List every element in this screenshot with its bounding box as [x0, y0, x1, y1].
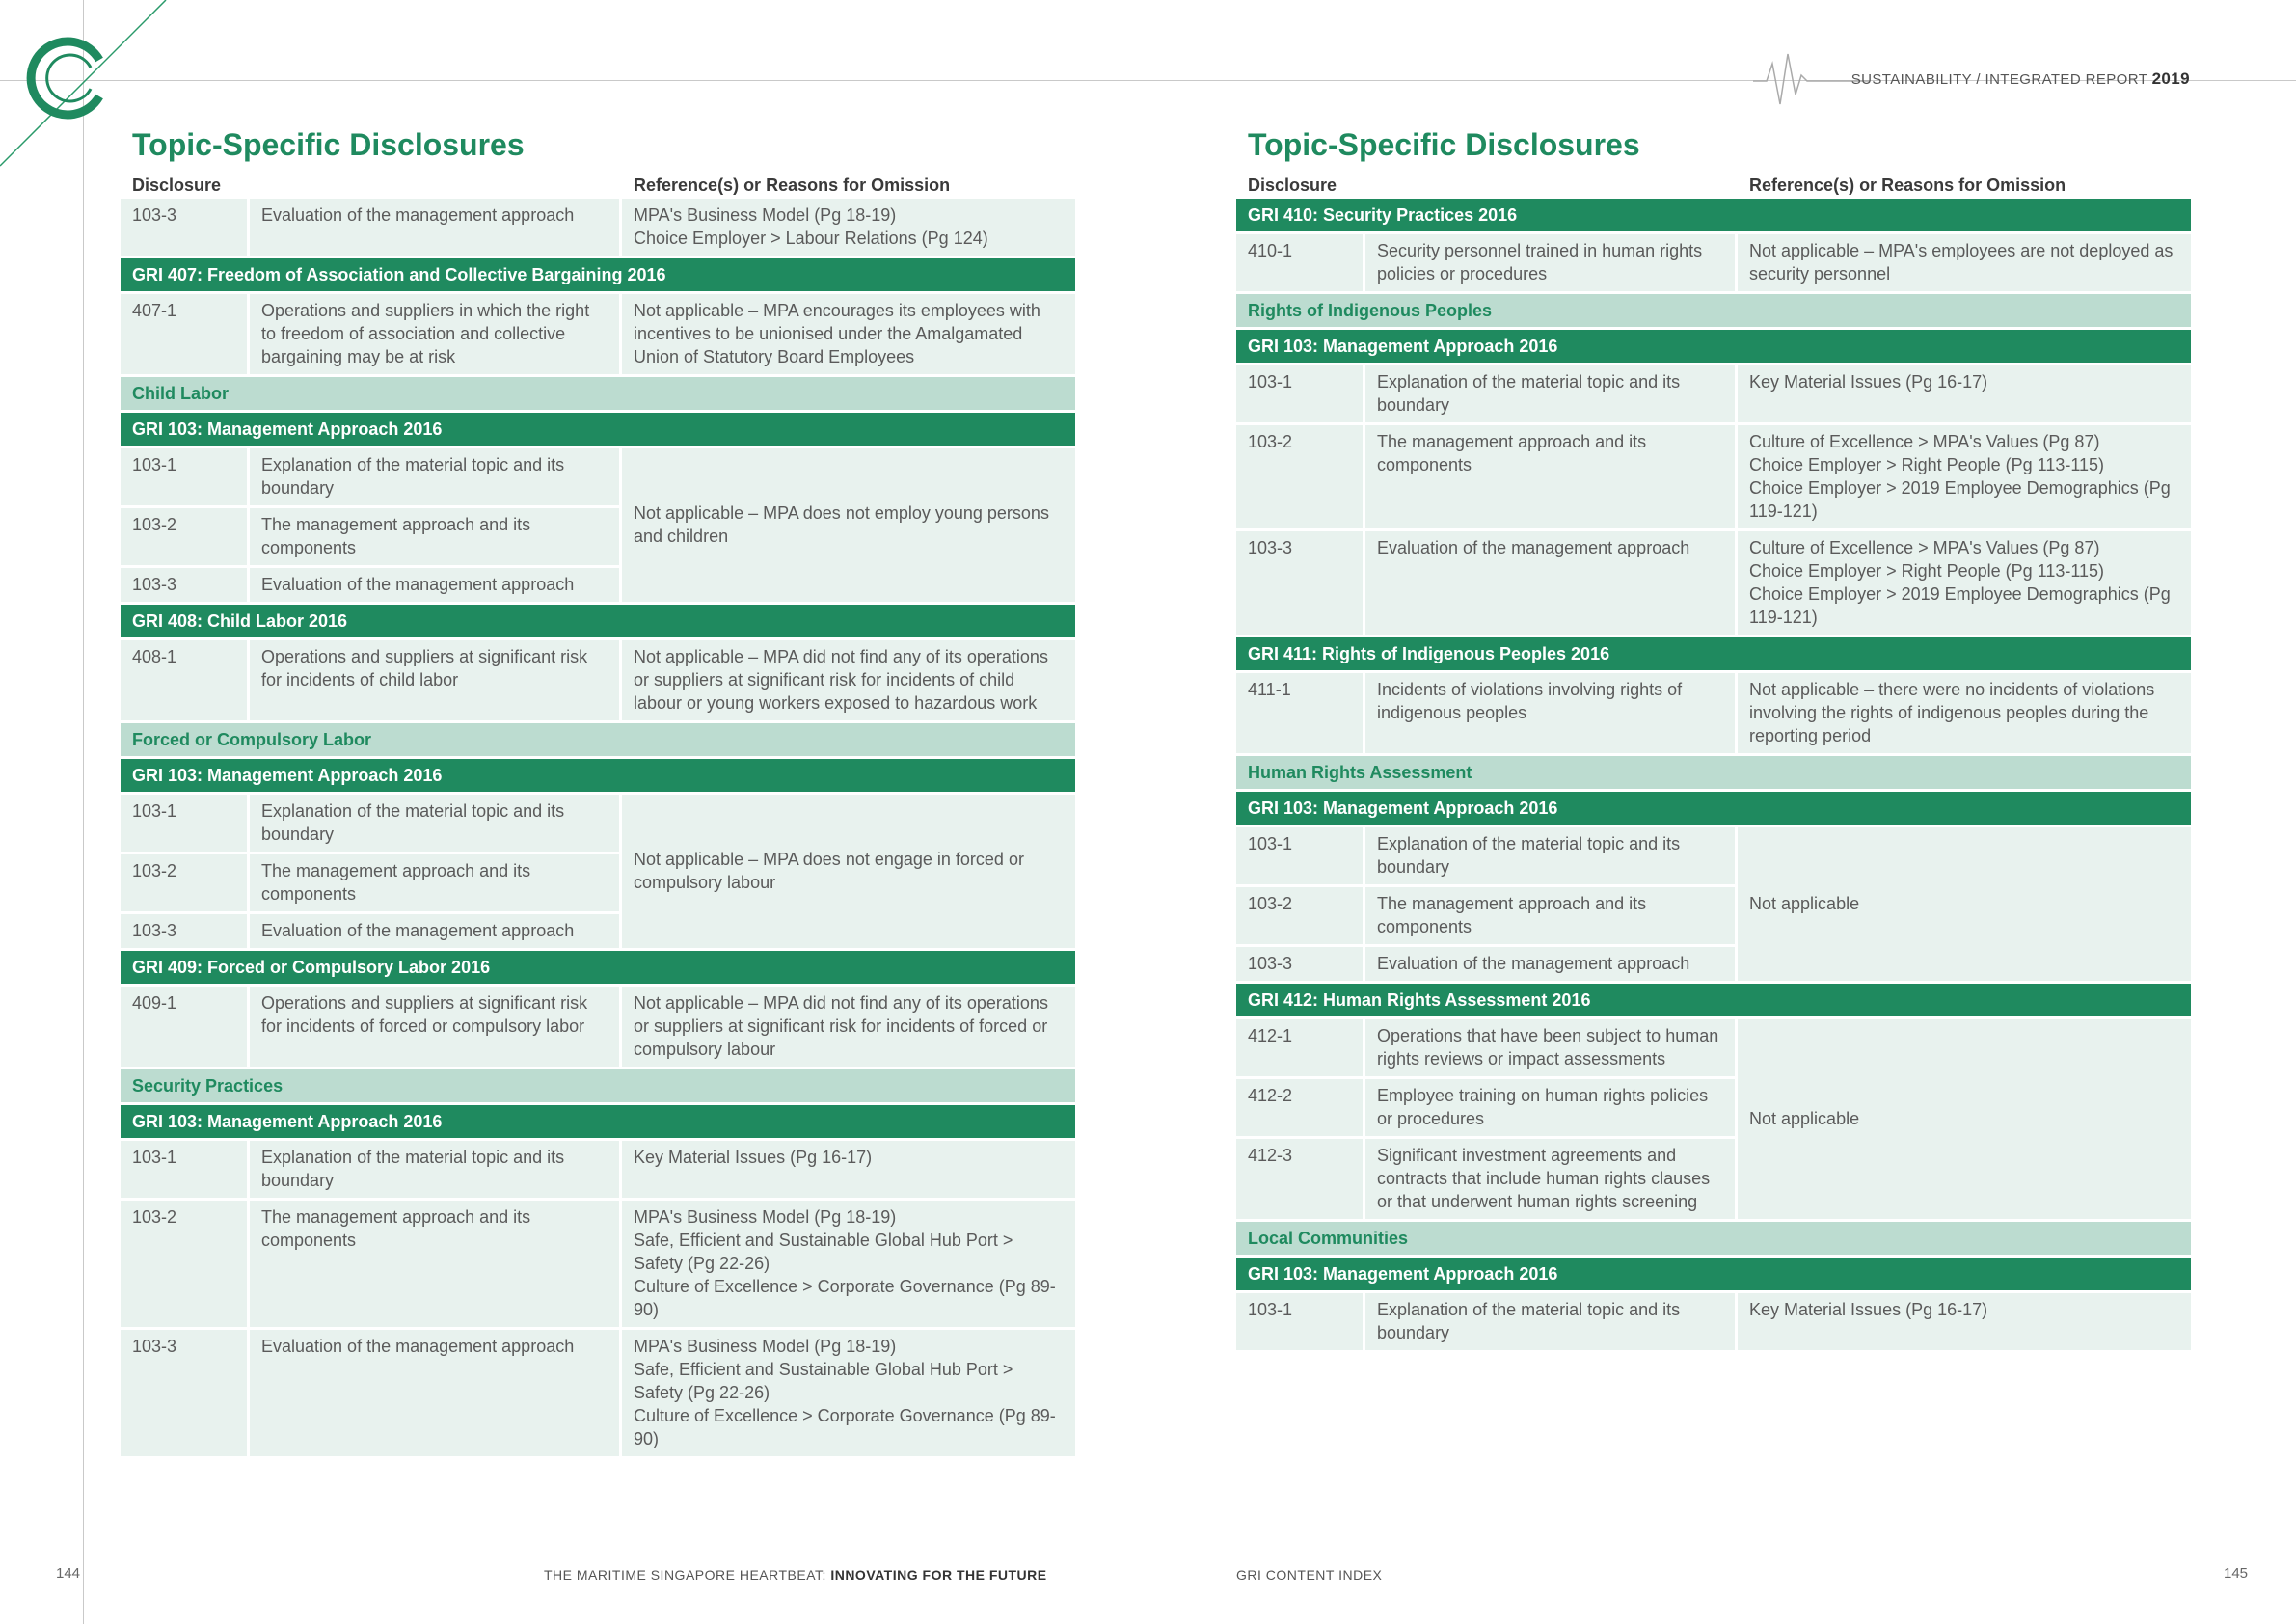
table-header-row	[1236, 173, 2191, 196]
disclosure-description: Explanation of the material topic and its boundary	[250, 1141, 622, 1198]
disclosure-code: 103-3	[121, 568, 250, 602]
disclosure-code: 103-2	[1236, 425, 1365, 528]
disclosure-description: Evaluation of the management approach	[250, 1330, 622, 1456]
disclosure-description: Evaluation of the management approach	[1365, 947, 1738, 981]
reference-line: Choice Employer > Labour Relations (Pg 124)	[634, 229, 988, 248]
disclosure-description: Operations and suppliers at significant risk for incidents of forced or compulsory labor	[250, 987, 622, 1067]
gri-standard-header	[121, 759, 1075, 792]
reference-line: Choice Employer > 2019 Employee Demographics (Pg 119-121)	[1749, 584, 2171, 627]
left-footer-text: THE MARITIME SINGAPORE HEARTBEAT: INNOVATING FOR THE FUTURE	[544, 1567, 1047, 1583]
disclosure-code: 103-1	[1236, 827, 1365, 884]
disclosure-code: 103-1	[1236, 1293, 1365, 1350]
gri-standard-title: GRI 103: Management Approach 2016	[121, 1105, 1075, 1138]
disclosure-header: Disclosure	[132, 176, 222, 195]
left-page	[121, 126, 1075, 1459]
disclosure-description: Incidents of violations involving rights of indigenous peoples	[1365, 673, 1738, 753]
gri-standard-title: GRI 103: Management Approach 2016	[121, 759, 1075, 792]
disclosure-description: The management approach and its components	[250, 1201, 622, 1327]
disclosure-description: Employee training on human rights policies or procedures	[1365, 1079, 1738, 1136]
topic-title: Local Communities	[1236, 1222, 2191, 1255]
gri-standard-title: GRI 407: Freedom of Association and Collective Bargaining 2016	[121, 258, 1075, 291]
reference-cell: Key Material Issues (Pg 16-17)	[1738, 365, 2191, 422]
table-row	[121, 1141, 1075, 1198]
disclosure-code: 411-1	[1236, 673, 1365, 753]
reference-cell	[1738, 531, 2191, 635]
reference-line: Choice Employer > Right People (Pg 113-115)	[1749, 455, 2105, 474]
gri-standard-title: GRI 103: Management Approach 2016	[1236, 1258, 2191, 1290]
table-row	[121, 199, 1075, 256]
disclosure-description: Evaluation of the management approach	[250, 199, 622, 256]
page-title: Topic-Specific Disclosures	[1248, 127, 1640, 162]
disclosure-description: Explanation of the material topic and its boundary	[1365, 1293, 1738, 1350]
disclosure-header: Disclosure	[1248, 176, 1337, 195]
disclosure-code: 103-2	[121, 854, 250, 911]
reference-cell: Not applicable – MPA does not engage in forced or compulsory labour	[622, 795, 1075, 948]
right-footer-text: GRI CONTENT INDEX	[1236, 1567, 1383, 1583]
disclosure-code: 103-1	[121, 795, 250, 852]
disclosure-description: Evaluation of the management approach	[250, 568, 622, 602]
table-row	[121, 294, 1075, 374]
disclosure-code: 103-1	[121, 1141, 250, 1198]
disclosure-description: Operations and suppliers in which the right to freedom of association and collective bargaining may be at risk	[250, 294, 622, 374]
disclosure-code: 103-1	[121, 448, 250, 505]
gri-standard-header	[121, 413, 1075, 446]
reference-cell: Not applicable – MPA encourages its employees with incentives to be unionised under the Amalgamated Union of Statutory Board Employees	[622, 294, 1075, 374]
reference-cell: Key Material Issues (Pg 16-17)	[1738, 1293, 2191, 1350]
table-row	[1236, 1293, 2191, 1350]
reference-cell: Not applicable – MPA did not find any of its operations or suppliers at significant risk for incidents of forced or compulsory labour	[622, 987, 1075, 1067]
gri-standard-header	[121, 951, 1075, 984]
reference-cell: Not applicable – MPA does not employ young persons and children	[622, 448, 1075, 602]
reference-cell: Not applicable – MPA's employees are not deployed as security personnel	[1738, 234, 2191, 291]
gri-standard-header	[1236, 637, 2191, 670]
topic-title: Forced or Compulsory Labor	[121, 723, 1075, 756]
topic-row	[1236, 294, 2191, 327]
gri-standard-title: GRI 410: Security Practices 2016	[1236, 199, 2191, 231]
topic-title: Rights of Indigenous Peoples	[1236, 294, 2191, 327]
disclosure-description: Explanation of the material topic and its boundary	[250, 795, 622, 852]
disclosure-code: 103-2	[121, 1201, 250, 1327]
table-row	[1236, 425, 2191, 528]
gri-standard-header	[121, 258, 1075, 291]
reference-cell: Key Material Issues (Pg 16-17)	[622, 1141, 1075, 1198]
reference-line: Safe, Efficient and Sustainable Global Hub Port > Safety (Pg 22-26)	[634, 1231, 1013, 1273]
disclosure-code: 103-3	[1236, 531, 1365, 635]
disclosure-code: 410-1	[1236, 234, 1365, 291]
reference-cell: Not applicable – MPA did not find any of its operations or suppliers at significant risk for incidents of child labour or young workers exposed to hazardous work	[622, 640, 1075, 720]
reference-cell: Not applicable – there were no incidents of violations involving the rights of indigenous peoples during the reporting period	[1738, 673, 2191, 753]
disclosure-description: Explanation of the material topic and its boundary	[1365, 827, 1738, 884]
gri-standard-title: GRI 103: Management Approach 2016	[1236, 330, 2191, 363]
page-margin-line	[83, 0, 84, 1624]
table-row	[121, 1330, 1075, 1456]
gri-standard-title: GRI 409: Forced or Compulsory Labor 2016	[121, 951, 1075, 984]
topic-row	[121, 723, 1075, 756]
disclosure-description: Explanation of the material topic and its boundary	[1365, 365, 1738, 422]
disclosure-code: 409-1	[121, 987, 250, 1067]
page-title: Topic-Specific Disclosures	[132, 127, 525, 162]
gri-standard-header	[1236, 1258, 2191, 1290]
reference-cell: Not applicable	[1738, 1019, 2191, 1219]
gri-standard-header	[1236, 984, 2191, 1016]
disclosure-description: The management approach and its components	[1365, 887, 1738, 944]
reference-cell	[622, 199, 1075, 256]
topic-row	[121, 377, 1075, 410]
disclosure-description: The management approach and its components	[250, 508, 622, 565]
disclosure-description: The management approach and its components	[1365, 425, 1738, 528]
disclosure-code: 407-1	[121, 294, 250, 374]
reference-line: MPA's Business Model (Pg 18-19)	[634, 1207, 897, 1227]
reference-cell	[622, 1330, 1075, 1456]
disclosure-description: Significant investment agreements and contracts that include human rights clauses or that underwent human rights screening	[1365, 1139, 1738, 1219]
table-row	[1236, 827, 2191, 884]
disclosure-description: Evaluation of the management approach	[250, 914, 622, 948]
gri-standard-title: GRI 103: Management Approach 2016	[121, 413, 1075, 446]
reference-cell	[1738, 425, 2191, 528]
gri-standard-title: GRI 408: Child Labor 2016	[121, 605, 1075, 637]
table-row	[121, 795, 1075, 852]
gri-standard-title: GRI 412: Human Rights Assessment 2016	[1236, 984, 2191, 1016]
disclosure-code: 412-1	[1236, 1019, 1365, 1076]
right-page-number: 145	[2224, 1565, 2249, 1582]
reference-cell: Not applicable	[1738, 827, 2191, 981]
gri-standard-header	[1236, 792, 2191, 825]
right-page	[1236, 126, 2191, 1353]
report-title: SUSTAINABILITY / INTEGRATED REPORT 2019	[1850, 69, 2190, 88]
disclosure-code: 412-3	[1236, 1139, 1365, 1219]
disclosure-description: Explanation of the material topic and its boundary	[250, 448, 622, 505]
gri-standard-header	[1236, 199, 2191, 231]
table-row	[121, 640, 1075, 720]
table-row	[121, 448, 1075, 505]
table-row	[1236, 1019, 2191, 1076]
disclosure-code: 103-3	[121, 1330, 250, 1456]
topic-title: Security Practices	[121, 1069, 1075, 1102]
table-row	[1236, 673, 2191, 753]
reference-line: Culture of Excellence > MPA's Values (Pg 87)	[1749, 432, 2100, 451]
reference-line: Culture of Excellence > MPA's Values (Pg 87)	[1749, 538, 2100, 557]
table-row	[1236, 531, 2191, 635]
reference-line: MPA's Business Model (Pg 18-19)	[634, 205, 897, 225]
reference-header: Reference(s) or Reasons for Omission	[1749, 176, 2066, 195]
reference-cell	[622, 1201, 1075, 1327]
disclosure-description: Operations and suppliers at significant risk for incidents of child labor	[250, 640, 622, 720]
table-header-row	[121, 173, 1075, 196]
topic-title: Human Rights Assessment	[1236, 756, 2191, 789]
disclosure-code: 103-3	[121, 199, 250, 256]
table-row	[121, 1201, 1075, 1327]
disclosure-description: Operations that have been subject to human rights reviews or impact assessments	[1365, 1019, 1738, 1076]
gri-table-right	[1236, 170, 2191, 1353]
gri-standard-title: GRI 411: Rights of Indigenous Peoples 2016	[1236, 637, 2191, 670]
disclosure-description: The management approach and its components	[250, 854, 622, 911]
gri-standard-header	[121, 605, 1075, 637]
disclosure-code: 103-3	[121, 914, 250, 948]
topic-row	[121, 1069, 1075, 1102]
disclosure-code: 408-1	[121, 640, 250, 720]
reference-line: Choice Employer > Right People (Pg 113-115)	[1749, 561, 2105, 581]
gri-standard-title: GRI 103: Management Approach 2016	[1236, 792, 2191, 825]
reference-line: Culture of Excellence > Corporate Governance (Pg 89-90)	[634, 1277, 1056, 1319]
left-page-number: 144	[56, 1565, 81, 1582]
reference-line: Culture of Excellence > Corporate Governance (Pg 89-90)	[634, 1406, 1056, 1448]
disclosure-code: 103-2	[121, 508, 250, 565]
disclosure-code: 103-3	[1236, 947, 1365, 981]
reference-line: Safe, Efficient and Sustainable Global Hub Port > Safety (Pg 22-26)	[634, 1360, 1013, 1402]
reference-line: Choice Employer > 2019 Employee Demographics (Pg 119-121)	[1749, 478, 2171, 521]
table-row	[1236, 365, 2191, 422]
reference-header: Reference(s) or Reasons for Omission	[634, 176, 951, 195]
table-row	[1236, 234, 2191, 291]
gri-table-left	[121, 170, 1075, 1459]
reference-line: MPA's Business Model (Pg 18-19)	[634, 1337, 897, 1356]
disclosure-code: 103-2	[1236, 887, 1365, 944]
disclosure-description: Evaluation of the management approach	[1365, 531, 1738, 635]
gri-standard-header	[1236, 330, 2191, 363]
topic-row	[1236, 756, 2191, 789]
topic-title: Child Labor	[121, 377, 1075, 410]
disclosure-code: 103-1	[1236, 365, 1365, 422]
topic-row	[1236, 1222, 2191, 1255]
disclosure-description: Security personnel trained in human rights policies or procedures	[1365, 234, 1738, 291]
table-row	[121, 987, 1075, 1067]
disclosure-code: 412-2	[1236, 1079, 1365, 1136]
gri-standard-header	[121, 1105, 1075, 1138]
